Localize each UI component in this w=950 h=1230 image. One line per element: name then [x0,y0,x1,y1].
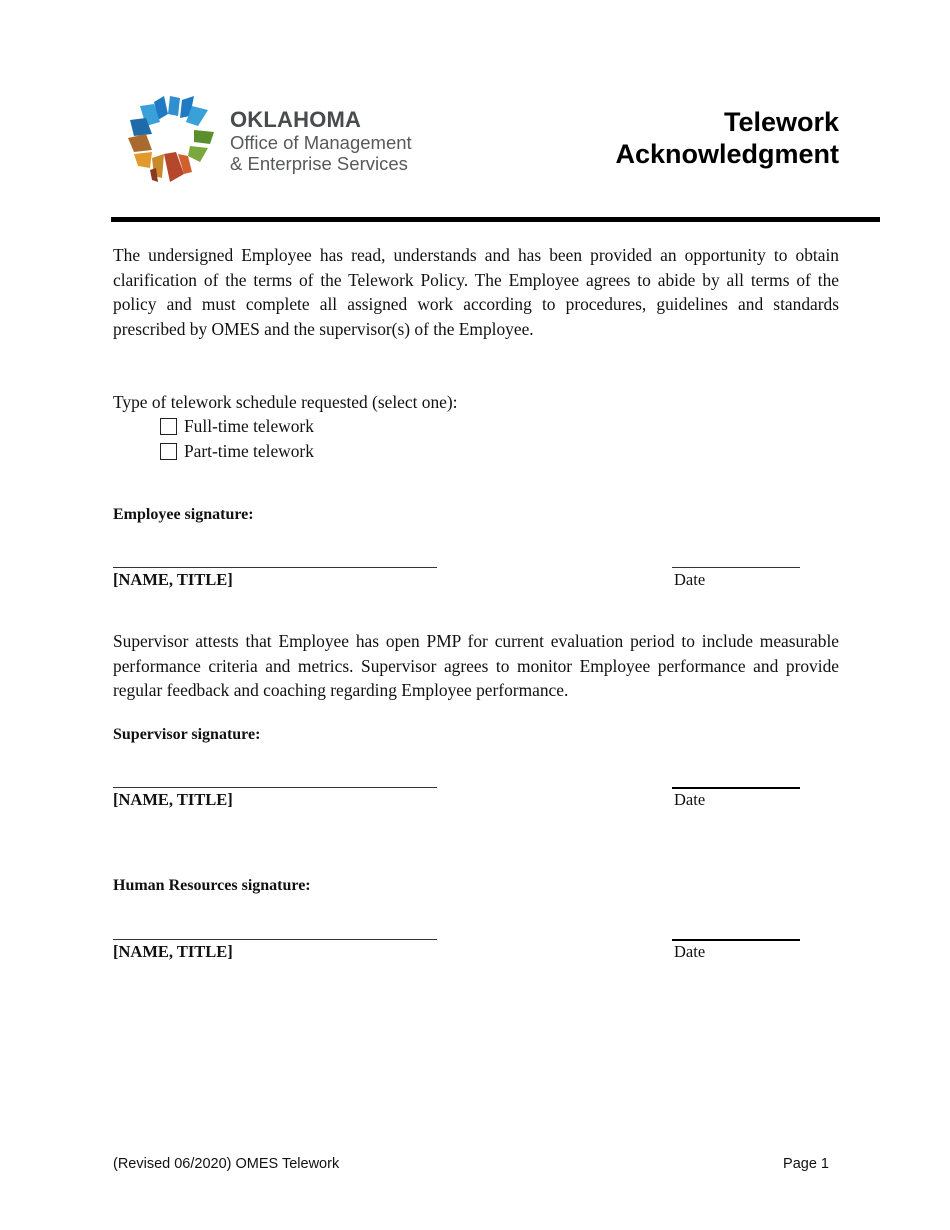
employee-date-line[interactable] [672,567,800,568]
logo-line-1: Office of Management [230,132,412,153]
hr-signature-label: Human Resources signature: [113,877,311,894]
logo-title: OKLAHOMA [230,107,362,132]
logo-line-2: & Enterprise Services [230,153,408,174]
supervisor-name-title: [NAME, TITLE] [113,790,233,809]
supervisor-signature-line[interactable] [113,787,437,788]
supervisor-paragraph: Supervisor attests that Employee has open PMP for current evaluation period to include measurable performance criteria and metrics. Supervisor agrees to monitor Employee performance and provide regular feedback and coaching regarding Employee performance. [113,631,839,700]
employee-date-label: Date [674,570,706,589]
supervisor-date-label: Date [674,790,706,809]
hr-signature-line[interactable] [113,939,437,940]
omes-logo [124,94,454,186]
hr-name-title: [NAME, TITLE] [113,942,233,961]
employee-signature-label: Employee signature: [113,506,254,523]
oklahoma-star-logo-icon [124,94,220,186]
supervisor-signature-label: Supervisor signature: [113,726,261,743]
intro-paragraph: The undersigned Employee has read, understands and has been provided an opportunity to obtain clarification of the terms of the Telework Policy. The Employee agrees to abide by all terms of the policy and must complete all assigned work according to procedures, guidelines and standards prescribed by OMES and the supervisor(s) of the Employee. [113,245,839,339]
option-full-time[interactable] [160,414,314,438]
footer-page-number: Page 1 [783,1156,829,1172]
full-time-label: Full-time telework [184,416,314,436]
employee-name-title: [NAME, TITLE] [113,570,233,589]
hr-date-line[interactable] [672,939,800,941]
option-part-time[interactable] [160,439,314,463]
supervisor-date-line[interactable] [672,787,800,789]
document-title-line-1: Telework [723,107,839,137]
schedule-label: Type of telework schedule requested (select one): [113,392,458,412]
header-divider [111,217,880,222]
employee-signature-line[interactable] [113,567,437,568]
part-time-label: Part-time telework [184,441,314,461]
logo-wordmark [230,108,412,174]
part-time-checkbox[interactable] [160,443,177,460]
full-time-checkbox[interactable] [160,418,177,435]
document-title [615,106,839,170]
document-title-line-2: Acknowledgment [615,139,839,169]
footer-revision: (Revised 06/2020) OMES Telework [113,1156,340,1172]
hr-date-label: Date [674,942,706,961]
